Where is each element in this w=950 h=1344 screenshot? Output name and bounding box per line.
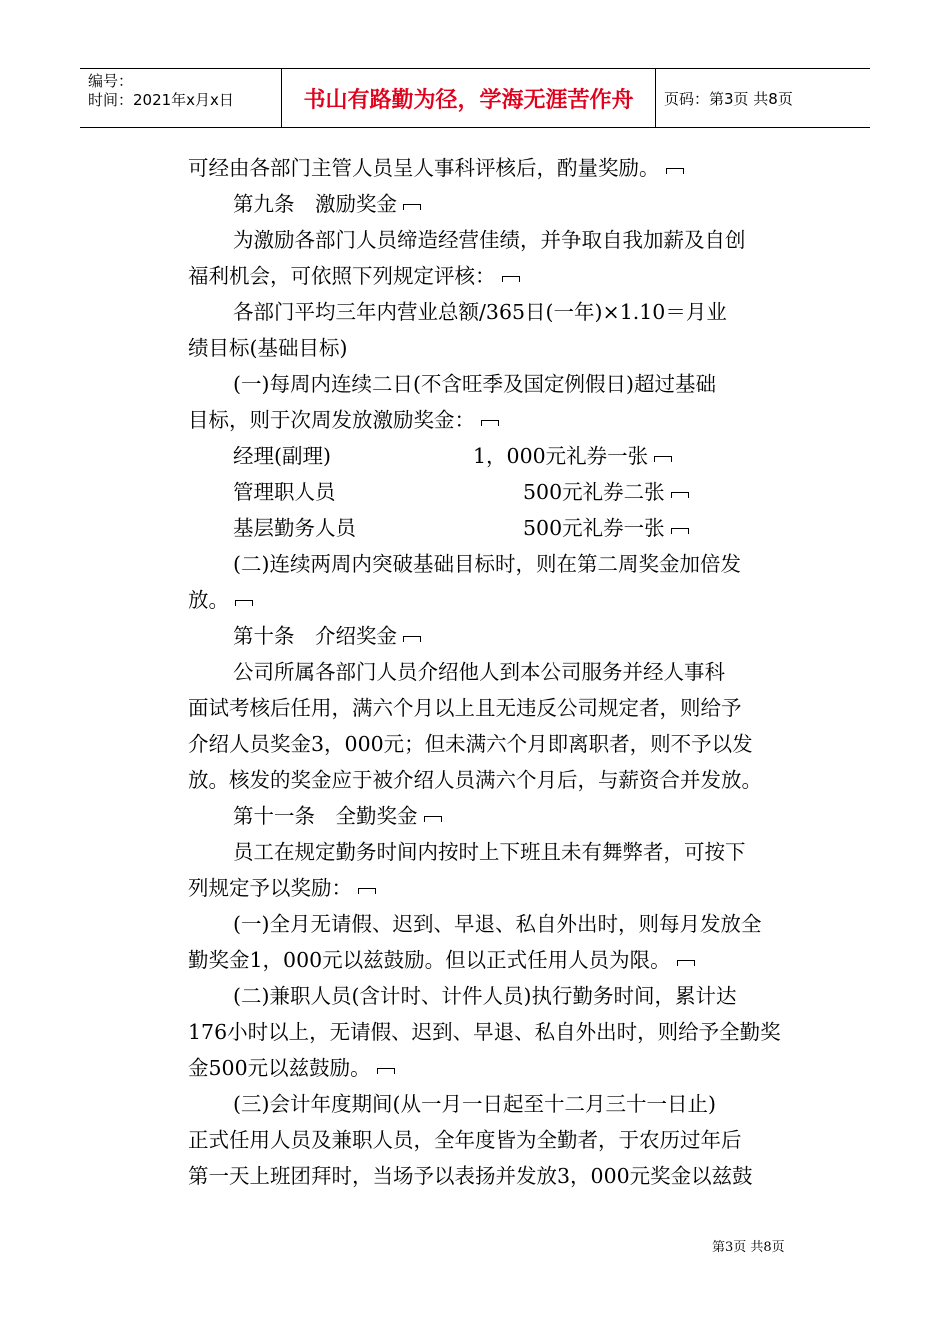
document-body [188, 150, 788, 1194]
bonus-row [188, 438, 788, 474]
doc-date: 时间：2021年x月x日 [88, 91, 234, 109]
header-page-info: 页码：第3页 共8页 [664, 89, 793, 108]
doc-number-label: 编号： [88, 72, 134, 90]
text-line: 目标，则于次周发放激励奖金： [188, 402, 788, 438]
text-line: 为激励各部门人员缔造经营佳绩，并争取自我加薪及自创 [233, 228, 746, 252]
text-line: (二)连续两周内突破基础目标时，则在第二周奖金加倍发 [233, 552, 741, 576]
paragraph-mark-icon [377, 1068, 395, 1074]
paragraph-mark-icon [481, 420, 499, 426]
text-line: 第一天上班团拜时，当场予以表扬并发放3，000元奖金以兹鼓 [188, 1164, 753, 1188]
text-line: (三)会计年度期间(从一月一日起至十二月三十一日止) [233, 1092, 716, 1116]
text-line: 福利机会，可依照下列规定评核： [188, 258, 788, 294]
article-10-heading: 第十条 介绍奖金 [188, 618, 788, 654]
bonus-amount: 500元礼券一张 [523, 516, 665, 540]
text-line: 面试考核后任用，满六个月以上且无违反公司规定者，则给予 [188, 696, 742, 720]
page-footer: 第3页 共8页 [712, 1240, 785, 1255]
paragraph-mark-icon [671, 492, 689, 498]
paragraph-mark-icon [671, 528, 689, 534]
header-motto: 书山有路勤为径，学海无涯苦作舟 [282, 69, 656, 127]
text-line: 列规定予以奖励： [188, 870, 788, 906]
text-line: 员工在规定勤务时间内按时上下班且未有舞弊者，可按下 [233, 840, 746, 864]
text-line: 公司所属各部门人员介绍他人到本公司服务并经人事科 [233, 660, 725, 684]
text-line: 176小时以上，无请假、迟到、早退、私自外出时，则给予全勤奖 [188, 1020, 781, 1044]
article-11-heading: 第十一条 全勤奖金 [188, 798, 788, 834]
text-line: 放。核发的奖金应于被介绍人员满六个月后，与薪资合并发放。 [188, 768, 762, 792]
paragraph-mark-icon [424, 816, 442, 822]
bonus-position: 基层勤务人员 [233, 516, 356, 540]
paragraph-mark-icon [666, 168, 684, 174]
bonus-row [188, 474, 788, 510]
header-meta [80, 69, 282, 127]
paragraph-mark-icon [502, 276, 520, 282]
paragraph-mark-icon [358, 888, 376, 894]
paragraph-mark-icon [235, 600, 253, 606]
bonus-amount: 500元礼券二张 [523, 480, 665, 504]
text-line: 绩目标(基础目标) [188, 336, 348, 360]
text-line: 介绍人员奖金3，000元；但未满六个月即离职者，则不予以发 [188, 732, 753, 756]
paragraph-mark-icon [654, 456, 672, 462]
text-line: (二)兼职人员(含计时、计件人员)执行勤务时间，累计达 [233, 984, 737, 1008]
paragraph-mark-icon [677, 960, 695, 966]
bonus-position: 管理职人员 [233, 480, 336, 504]
paragraph-mark-icon [403, 204, 421, 210]
text-line: 金500元以兹鼓励。 [188, 1050, 788, 1086]
text-line: 正式任用人员及兼职人员，全年度皆为全勤者，于农历过年后 [188, 1128, 742, 1152]
text-line: 可经由各部门主管人员呈人事科评核后，酌量奖励。 [188, 150, 788, 186]
article-9-heading: 第九条 激励奖金 [188, 186, 788, 222]
paragraph-mark-icon [403, 636, 421, 642]
text-line: (一)每周内连续二日(不含旺季及国定例假日)超过基础 [233, 372, 716, 396]
text-line: 放。 [188, 582, 788, 618]
bonus-position: 经理(副理) [233, 444, 331, 468]
bonus-row [188, 510, 788, 546]
text-line: (一)全月无请假、迟到、早退、私自外出时，则每月发放全 [233, 912, 762, 936]
bonus-amount: 1，000元礼券一张 [473, 444, 649, 468]
text-line: 各部门平均三年内营业总额/365日(一年)×1.10＝月业 [233, 300, 727, 324]
text-line: 勤奖金1，000元以兹鼓励。但以正式任用人员为限。 [188, 942, 788, 978]
page-header [80, 68, 870, 128]
